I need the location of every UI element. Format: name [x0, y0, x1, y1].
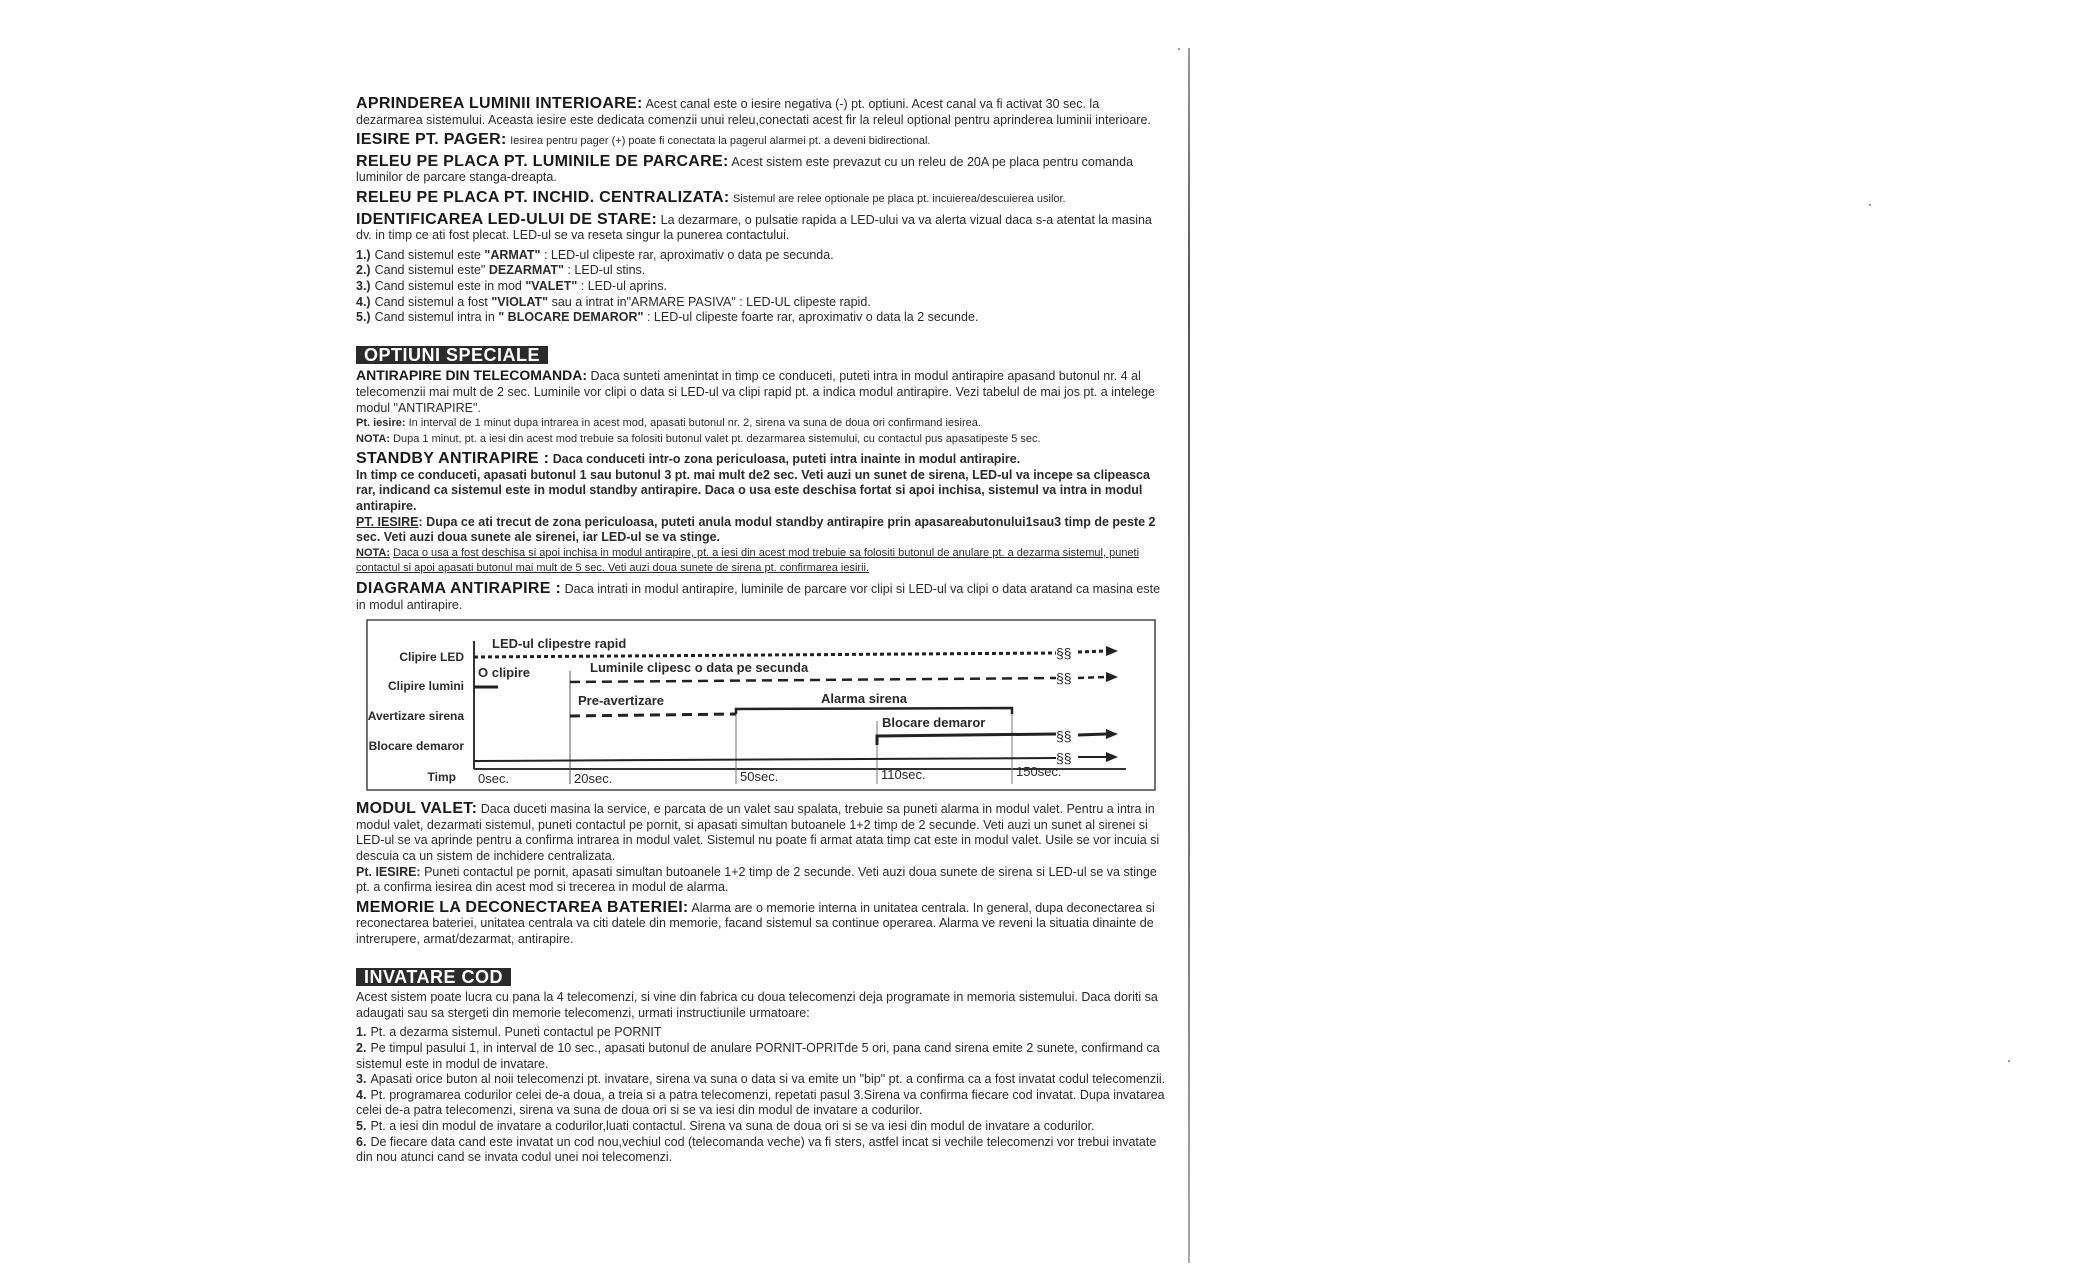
section-title: MODUL VALET: — [356, 800, 478, 818]
section-diagrama — [356, 581, 1166, 613]
section-title: IDENTIFICAREA LED-ULUI DE STARE: — [356, 210, 658, 228]
scan-speck — [2008, 1060, 2010, 1062]
section-title: APRINDEREA LUMINII INTERIOARE: — [356, 95, 643, 112]
tick-label: 110sec. — [881, 767, 926, 783]
annotation-pre-avertizare: Pre-avertizare — [578, 693, 664, 709]
section-text: Daca sunteti amenintat in timp ce conduceti, puteti intra in modul antirapire apasand butonul nr. 4 al telecomenzii mai mult de 2 sec. Luminile vor clipi o data si LED-ul va clipi rapid pt. a indica modul antirapire. Vezi tabelul de mai jos pt. a intelege modul "ANTIRAPIRE". — [356, 369, 1156, 415]
steps-list — [356, 1025, 1166, 1165]
list-item: 4.) Cand sistemul a fost "VIOLAT" sau a intrat in"ARMARE PASIVA" : LED-UL clipeste rapid. — [356, 294, 871, 309]
page-edge — [1188, 48, 1190, 1263]
annotation-alarma-sirena: Alarma sirena — [821, 691, 907, 707]
section-text: Acest sistem este prevazut cu un releu de 20A pe placa pentru comanda luminilor de parcare stanga-dreapta. — [356, 154, 1134, 185]
list-item: 1. Pt. a dezarma sistemul. Puneti contactul pe PORNIT — [356, 1025, 662, 1040]
list-item: 3. Apasati orice buton al noii telecomenzi pt. invatare, sirena va suna o data si va emite un "bip" pt. a confirma ca a fost invatat codul telecomenzii. — [356, 1072, 1166, 1087]
section-lock-relay — [356, 190, 1166, 208]
break-mark: §§ — [1056, 645, 1072, 662]
section-pager — [356, 132, 1166, 150]
section-intro: Daca conduceti intr-o zona periculoasa, puteti intra inainte in modul antirapire. — [552, 452, 1021, 467]
section-title: MEMORIE LA DECONECTAREA BATERIEI: — [356, 898, 689, 916]
section-text: Acest canal este o iesire negativa (-) pt. optiuni. Acest canal va fi activat 30 sec. la dezarmarea sistemului. Aceasta iesire este dedicata comenzii unui releu,conectati acest fir la releul optional pentru aprinderea luminii interioare. — [356, 97, 1151, 127]
exit-label: PT. IESIRE — [356, 514, 419, 529]
section-title: RELEU PE PLACA PT. INCHID. CENTRALIZATA: — [356, 188, 730, 206]
row-label-clipire-lumini: Clipire lumini — [387, 679, 464, 694]
exit-label: Pt. iesire: — [356, 417, 406, 430]
section-invatare — [356, 990, 1166, 1166]
list-item: 5. Pt. a iesi din modul de invatare a codurilor,luati contactul. Sirena va suna de doua ori si se va iesi din modul de invatare a codurilor. — [356, 1118, 1095, 1133]
section-memorie — [356, 900, 1166, 948]
break-mark: §§ — [1056, 670, 1072, 687]
section-text: Daca duceti masina la service, e parcata de un valet sau spalata, trebuie sa puneti alarma in modul valet. Pentru a intra in modul valet, dezarmati sistemul, puneti contactul pe pornit, si apasati simultan butoanele 1+2 timp de 2 secunde. Veti auzi un sunet al sirenei si LED-ul se va aprinde pentru a confirma intrarea in modul valet. Sistemul nu poate fi armat atata timp cat este in modul valet. Usile se vor incuia si descuia ca un sistem de inchidere centralizata. — [356, 802, 1160, 863]
tick-label: 150sec. — [1016, 764, 1062, 780]
section-led-status — [356, 212, 1166, 326]
tick-label: 0sec. — [478, 771, 510, 787]
break-mark: §§ — [1056, 728, 1072, 745]
list-item: 1.) Cand sistemul este "ARMAT" : LED-ul clipeste rar, aproximativ o data pe secunda. — [356, 247, 834, 262]
exit-text: Puneti contactul pe pornit, apasati simultan butoanele 1+2 timp de 2 secunde. Veti auzi doua sunete de sirena si LED-ul se va stinge pt. a confirma iesirea din acest mod si trecerea in modul de alarma. — [356, 864, 1157, 895]
section-title: RELEU PE PLACA PT. LUMINILE DE PARCARE: — [356, 152, 729, 170]
section-intro: Acest sistem poate lucra cu pana la 4 telecomenzi, si vine din fabrica cu doua telecomenzi deja programate in memoria sistemului. Daca doriti sa adaugati sau sa stergeti din memorie telecomenzi, urmati instructiunile urmatoare: — [356, 990, 1158, 1020]
section-title: ANTIRAPIRE DIN TELECOMANDA: — [356, 367, 587, 384]
tick-label: 50sec. — [740, 769, 779, 785]
note-label: NOTA: — [356, 432, 391, 445]
banner-optiuni-speciale: OPTIUNI SPECIALE — [356, 346, 548, 365]
series-immobilizer-tail — [1078, 734, 1106, 735]
section-parking-relay — [356, 154, 1166, 186]
section-valet — [356, 801, 1166, 896]
list-item: 4. Pt. programarea codurilor celei de-a doua, a treia si a patra telecomenzi, repetati pasul 3.Sirena va confirma fiecare cod invatat. Dupa invatarea celei de-a patra telecomenzi, sirena va suna de doua ori si se va iesi din modul de invatare a codurilor. — [356, 1087, 1165, 1118]
section-antirapire — [356, 368, 1166, 447]
antirapire-timeline-diagram — [366, 619, 1156, 791]
tick-label: 20sec. — [574, 771, 613, 787]
section-standby — [356, 451, 1166, 577]
series-lights-tail — [1078, 677, 1106, 678]
section-text: Alarma are o memorie interna in unitatea centrala. In general, dupa deconectarea si reconectarea bateriei, unitatea centrala va citi datele din memorie, facand sistemul sa continue operarea. Alarma ve reveni la situatia dinainte de intrerupere, armat/dezarmat, antirapire. — [356, 900, 1155, 946]
scan-speck — [1178, 48, 1180, 50]
row-label-avertizare-sirena: Avertizare sirena — [367, 709, 464, 724]
annotation-o-clipire: O clipire — [478, 665, 531, 681]
section-title: STANDBY ANTIRAPIRE : — [356, 450, 550, 468]
section-title: DIAGRAMA ANTIRAPIRE : — [356, 580, 562, 598]
note-text: Daca o usa a fost deschisa si apoi inchisa in modul antirapire, pt. a iesi din acest mod trebuie sa folositi butonul de anulare pt. a dezarma sistemul, puneti contactul si apoi apasati butonul mai mult de 5 sec. Veti auzi doua sunete de sirena pt. confirmarea iesirii. — [356, 546, 1140, 575]
list-item: 5.) Cand sistemul intra in " BLOCARE DEMAROR" : LED-ul clipeste foarte rar, aproximativ o data la 2 secunde. — [356, 310, 979, 325]
section-text: Sistemul are relee optionale pe placa pt. incuierea/descuierea usilor. — [732, 192, 1066, 205]
exit-text: In interval de 1 minut dupa intrarea in acest mod, apasati butonul nr. 2, sirena va suna de doua ori confirmand iesirea. — [408, 417, 981, 430]
banner-invatare-cod: INVATARE COD — [356, 968, 511, 987]
note-label: NOTA: — [356, 546, 391, 559]
list-item: 2. Pe timpul pasului 1, in interval de 10 sec., apasati butonul de anulare PORNIT-OPRITde 5 ori, pana cand sirena emite 2 sunete, confirmand ca sistemul este in modul de invatare. — [356, 1040, 1160, 1071]
section-text: Daca intrati in modul antirapire, luminile de parcare vor clipi si LED-ul va clipi o data aratand ca masina este in modul antirapire. — [356, 582, 1161, 612]
break-mark: §§ — [1056, 750, 1072, 767]
section-text: La dezarmare, o pulsatie rapida a LED-ului va va alerta vizual daca s-a atentat la masina dv. in timp ce ati fost plecat. LED-ul se va reseta singur la punerea contactului. — [356, 212, 1152, 243]
exit-text: : Dupa ce ati trecut de zona periculoasa, puteti anula modul standby antirapire prin apasareabutonului1sau3 timp de peste 2 sec. Veti auzi doua sunete ale sirenei, iar LED-ul se va stinge. — [356, 514, 1156, 545]
section-text: Iesirea pentru pager (+) poate fi conectata la pagerul alarmei pt. a deveni bidirectional. — [510, 135, 931, 148]
time-axis-label: Timp — [427, 770, 456, 785]
section-interior-light — [356, 96, 1166, 128]
annotation-led-rapid: LED-ul clipestre rapid — [492, 636, 627, 652]
note-text: Dupa 1 minut, pt. a iesi din acest mod trebuie sa folositi butonul valet pt. dezarmarea sistemului, cu contactul pus apasatipeste 5 sec. — [393, 432, 1041, 445]
annotation-blocare-demaror: Blocare demaror — [882, 715, 986, 731]
list-item: 6. De fiecare data cand este invatat un cod nou,vechiul cod (telecomanda veche) va fi sters, astfel incat si vechile telecomenzi vor trebui invatate din nou atunci cand se invata codul unei noi telecomenzi. — [356, 1134, 1157, 1165]
row-label-blocare-demaror: Blocare demaror — [368, 739, 464, 754]
section-text: In timp ce conduceti, apasati butonul 1 sau butonul 3 pt. mai mult de2 sec. Veti auzi un sunet de sirena, LED-ul va incepe sa clipeasca rar, indicand ca sistemul este in modul standby antirapire. Daca o usa este deschisa fortat si apoi inchisa, sistemul va intra in modul antirapire. — [356, 467, 1150, 514]
exit-label: Pt. IESIRE: — [356, 864, 421, 879]
annotation-lumini: Luminile clipesc o data pe secunda — [590, 660, 809, 676]
scan-speck — [1869, 204, 1871, 206]
led-status-list — [356, 248, 1166, 326]
row-label-clipire-led: Clipire LED — [399, 650, 464, 665]
list-item: 2.) Cand sistemul este" DEZARMAT" : LED-ul stins. — [356, 263, 646, 278]
manual-page — [356, 96, 1166, 1166]
list-item: 3.) Cand sistemul este in mod "VALET" : LED-ul aprins. — [356, 278, 667, 293]
section-title: IESIRE PT. PAGER: — [356, 131, 507, 149]
